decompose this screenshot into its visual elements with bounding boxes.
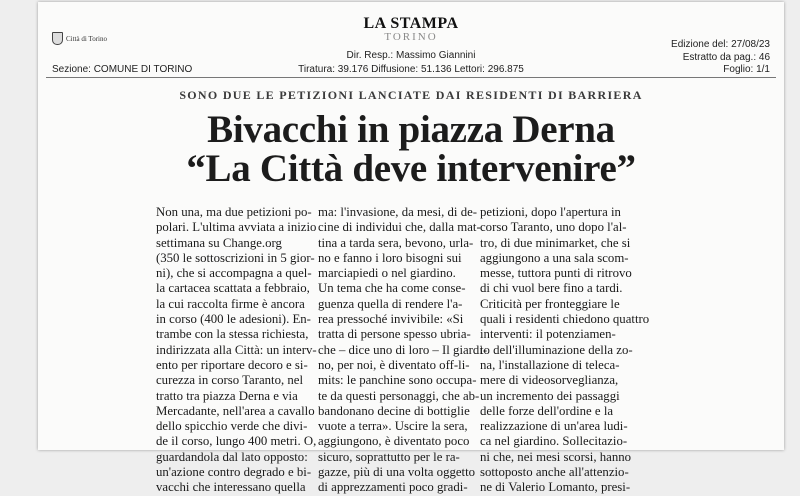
masthead-city: TORINO [384,31,438,43]
circulation-stats: Tiratura: 39.176 Diffusione: 51.136 Lettori: 296.875 [298,64,524,75]
article-line: indirizzata alla Città: un interv- [156,342,317,357]
headline-line-1: Bivacchi in piazza Derna [207,108,615,151]
article-line: tratto tra piazza Derna e via [156,388,298,403]
article-line: ma: l'invasione, da mesi, di de- [318,205,478,219]
article-line: Mercadante, nell'area a cavallo [156,403,315,418]
article-line: di apprezzamenti poco gradi- [318,480,468,495]
article-line: bandonano decine di bottiglie [318,403,470,418]
article-line: guenza quella di rendere l'a- [318,296,463,311]
article-line: Un tema che ha come conse- [318,281,466,296]
article-line: to dell'illuminazione della zo- [480,342,633,357]
article-line: ne di Valerio Lomanto, presi- [480,480,631,495]
article-kicker: SONO DUE LE PETIZIONI LANCIATE DAI RESIDENTI DI BARRIERA [179,88,643,102]
article-column-3 [480,205,649,496]
masthead-title: LA STAMPA [363,15,459,32]
article-line: sicuro, soprattutto per le ra- [318,449,460,464]
article-line: ca nel giardino. Sollecitazio- [480,434,628,449]
article-line: delle forze dell'ordine e la [480,403,614,418]
article-headline [38,110,784,188]
clipping-header [38,2,784,76]
headline-line-2: “La Città deve intervenire” [186,147,636,190]
article-line: marciapiedi o nel giardino. [318,266,456,281]
article-line: sottoposto anche all'attenzio- [480,465,629,480]
article-line: rea pressoché invivibile: «Si [318,312,464,327]
section-label: Sezione: COMUNE DI TORINO [52,64,193,75]
article-line: la cartacea scattata a febbraio, [156,281,310,296]
article-line: corso Taranto, uno dopo l'al- [480,220,627,235]
article-line: tratta di persone spesso ubria- [318,327,471,342]
article-line: settimana su Change.org [156,235,282,250]
article-column-2 [318,205,487,496]
article-line: ni), che si accompagna a quel- [156,266,312,281]
article-line: Non una, ma due petizioni po- [156,205,312,219]
article-line: quali i residenti chiedono quattro [480,312,650,327]
city-logo-text: Città di Torino [66,34,107,43]
article-column-1 [156,205,317,496]
article-line: ni che, nei mesi scorsi, hanno [480,449,632,464]
article-line: tro, di due minimarket, che si [480,235,631,250]
extract-page: Estratto da pag.: 46 [682,51,770,63]
article-line: la cui raccolta firme è ancora [156,296,305,311]
article-line: Criticità per fronteggiare le [480,296,620,311]
article-line: aggiungono a una sala scom- [480,250,629,265]
article-line: no, per noi, è diventato off-li- [318,357,470,372]
article-line: no e fanno i loro bisogni sui [318,250,462,265]
article-line: un'azione contro degrado e bi- [156,465,312,480]
article-line: de il corso, lungo 400 metri. O, [156,434,317,449]
article-line: petizioni, dopo l'apertura in [480,205,621,219]
edition-info [671,39,770,77]
article-line: un incremento dei passaggi [480,388,620,403]
article-line: ento per riportare decoro e si- [156,357,308,372]
article-line: tina a tarda sera, bevono, urla- [318,235,474,250]
article-line: realizzazione di un'area ludi- [480,419,628,434]
newspaper-clipping [38,2,784,495]
article-line: mere di videosorveglianza, [480,373,619,388]
article-line: messe, tuttora punti di ritrovo [480,266,632,281]
article-line: in corso (400 le adesioni). En- [156,312,311,327]
article-line: trambe con la stessa richiesta, [156,327,309,342]
article-line: di chi vuol bere fino a tardi. [480,281,623,296]
article-line: aggiungono, è diventato poco [318,434,470,449]
article-line: mits: le panchine sono occupa- [318,373,477,388]
article-line: dello spicchio verde che divi- [156,419,308,434]
sheet-number: Foglio: 1/1 [723,64,770,75]
article-line: vacchi che interessano quella [156,480,306,495]
article-line: cine di individui che, dalla mat- [318,220,481,235]
article-line: te da questi personaggi, che ab- [318,388,480,403]
article-line: na, l'installazione di teleca- [480,357,620,372]
header-divider [46,77,776,78]
article-line: curezza in corso Taranto, nel [156,373,304,388]
article-line: polari. L'ultima avviata a inizio [156,220,317,235]
article-line: gazze, più di una volta oggetto [318,465,476,480]
article-line: vuote a terra». Uscire la sera, [318,419,468,434]
edition-date: Edizione del: 27/08/23 [671,39,770,50]
director-line: Dir. Resp.: Massimo Giannini [346,50,476,61]
article-line: interventi: il potenziamen- [480,327,616,342]
article-line: che – dice uno di loro – Il giardi- [318,342,488,357]
article-line: guardandola dal lato opposto: [156,449,308,464]
article-line: (350 le sottoscrizioni in 5 gior- [156,250,315,265]
